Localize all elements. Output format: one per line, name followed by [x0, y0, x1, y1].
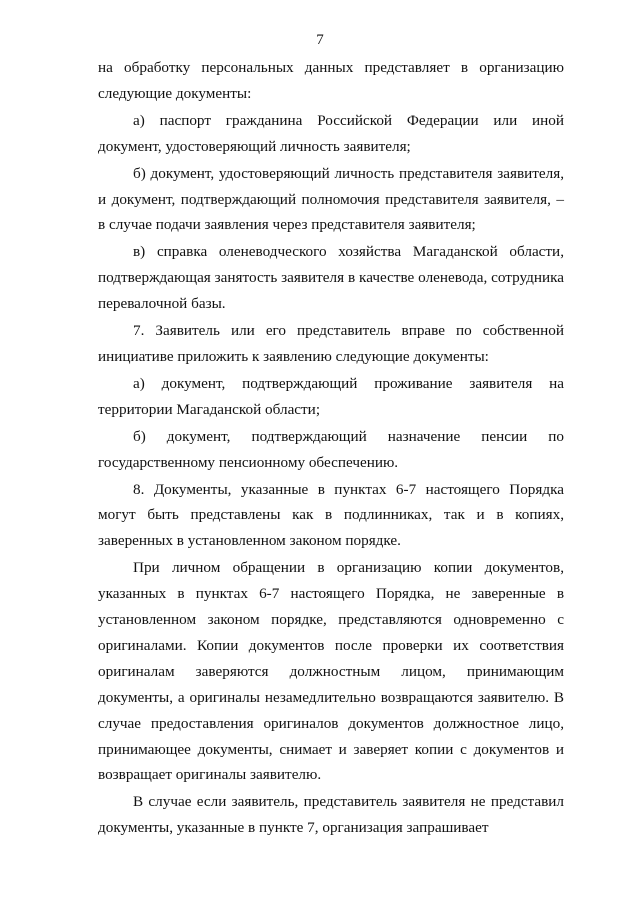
- paragraph-10: В случае если заявитель, представитель заявителя не представил документы, указанные в пункте 7, организация запрашивает: [98, 793, 564, 837]
- paragraph-2: а) паспорт гражданина Российской Федерации или иной документ, удостоверяющий личность заявителя;: [98, 111, 564, 155]
- paragraph-9: При личном обращении в организацию копии документов, указанных в пунктах 6-7 настоящего Порядка, не заверенные в установленном законом порядке, представляются одновременно с оригиналами. Копии документов после проверки их соответствия оригиналам заверяются должностным лицом, принимающим документы, а оригиналы незамедлительно возвращаются заявителю. В случае предоставления оригиналов документов должностное лицо, принимающее документы, снимает и заверяет копии с документов и возвращает оригиналы заявителю.: [98, 559, 564, 784]
- document-body: [98, 55, 564, 841]
- paragraph-8: 8. Документы, указанные в пунктах 6-7 настоящего Порядка могут быть представлены как в подлинниках, так и в копиях, заверенных в установленном законом порядке.: [98, 480, 564, 550]
- paragraph-1: на обработку персональных данных представляет в организацию следующие документы:: [98, 59, 564, 102]
- paragraph-5: 7. Заявитель или его представитель вправе по собственной инициативе приложить к заявлению следующие документы:: [98, 322, 564, 365]
- paragraph-6: а) документ, подтверждающий проживание заявителя на территории Магаданской области;: [98, 374, 564, 418]
- paragraph-7: б) документ, подтверждающий назначение пенсии по государственному пенсионному обеспечению.: [98, 427, 564, 471]
- paragraph-3: б) документ, удостоверяющий личность представителя заявителя, и документ, подтверждающий полномочия представителя заявителя, – в случае подачи заявления через представителя заявителя;: [98, 164, 564, 234]
- page-number: 7: [316, 32, 324, 48]
- paragraph-4: в) справка оленеводческого хозяйства Магаданской области, подтверждающая занятость заявителя в качестве оленевода, сотрудника перевалочной базы.: [98, 243, 564, 313]
